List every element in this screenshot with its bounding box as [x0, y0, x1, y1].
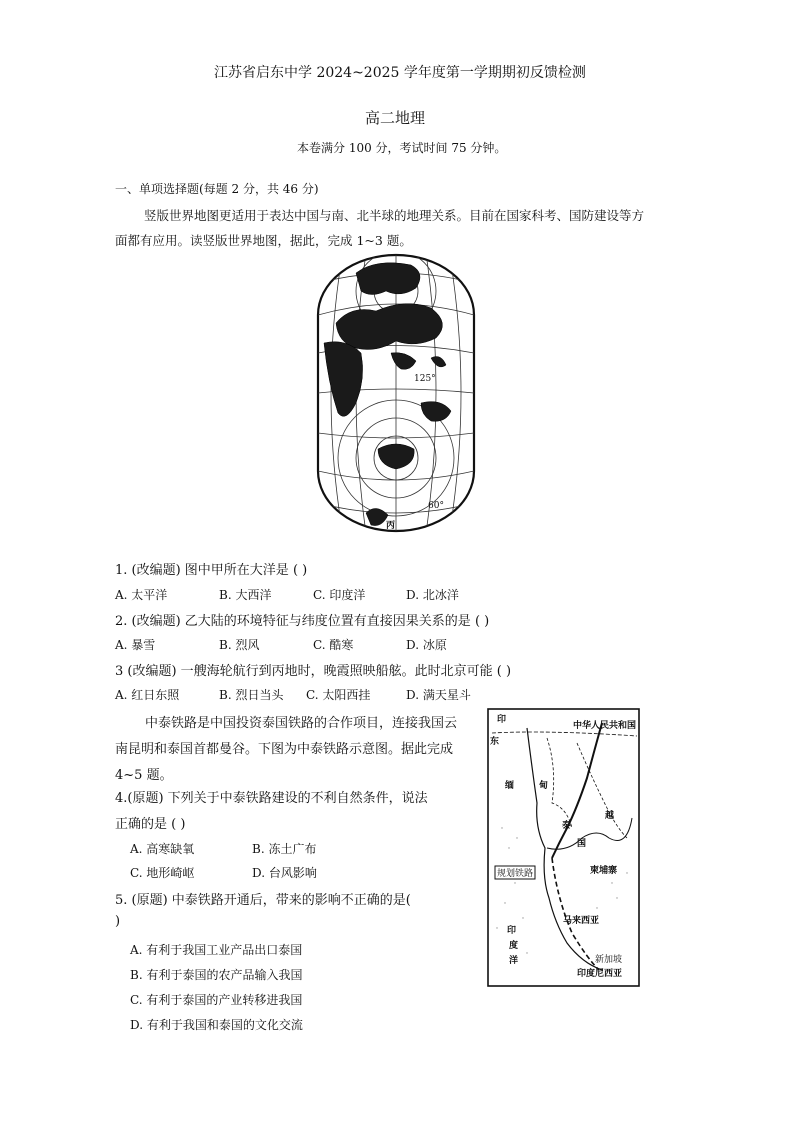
question-2-option-b[interactable]: B. 烈风: [219, 638, 260, 652]
question-3-stem: 3 (改编题) 一艘海轮航行到丙地时，晚霞照映船舷。此时北京可能 ( ): [115, 664, 512, 679]
intro-line-1: 竖版世界地图更适用于表达中国与南、北半球的地理关系。目前在国家科考、国防建设等方: [144, 208, 645, 223]
svg-text:甸: 甸: [539, 781, 549, 791]
question-2-stem: 2. (改编题) 乙大陆的环境特征与纬度位置有直接因果关系的是 ( ): [115, 614, 490, 629]
svg-text:规划铁路: 规划铁路: [497, 869, 534, 879]
question-4-option-b[interactable]: B. 冻土广布: [252, 842, 317, 856]
question-5-option-a[interactable]: A. 有利于我国工业产品出口泰国: [130, 943, 303, 957]
question-3-option-b[interactable]: B. 烈日当头: [219, 688, 284, 702]
question-2-option-d[interactable]: D. 冰原: [406, 638, 447, 652]
svg-text:印度尼西亚: 印度尼西亚: [577, 969, 623, 979]
svg-text:度: 度: [509, 941, 519, 951]
question-3-option-a[interactable]: A. 红日东照: [115, 688, 180, 702]
question-4-option-d[interactable]: D. 台风影响: [252, 866, 317, 880]
question-2-option-a[interactable]: A. 暴雪: [115, 638, 156, 652]
svg-text:马来西亚: 马来西亚: [563, 916, 600, 926]
section-heading: 一、单项选择题(每题 2 分，共 46 分): [115, 182, 319, 196]
question-1-option-c[interactable]: C. 印度洋: [313, 588, 366, 602]
svg-text:缅: 缅: [505, 781, 515, 791]
passage2-line-1: 中泰铁路是中国投资泰国铁路的合作项目，连接我国云: [145, 716, 458, 731]
svg-text:60°: 60°: [428, 501, 444, 511]
question-1-option-d[interactable]: D. 北冰洋: [406, 588, 459, 602]
svg-text:125°: 125°: [414, 374, 436, 384]
subject-title: 高二地理: [365, 109, 426, 127]
question-5-option-b[interactable]: B. 有利于泰国的农产品输入我国: [130, 968, 303, 982]
passage2-line-3: 4~5 题。: [115, 768, 173, 783]
exam-title: 江苏省启东中学 2024~2025 学年度第一学期期初反馈检测: [214, 65, 586, 81]
passage2-line-2: 南昆明和泰国首都曼谷。下图为中泰铁路示意图。据此完成: [115, 742, 454, 757]
question-2-option-c[interactable]: C. 酷寒: [313, 638, 354, 652]
svg-text:中华人民共和国: 中华人民共和国: [573, 721, 637, 731]
question-1-option-b[interactable]: B. 大西洋: [219, 588, 272, 602]
svg-text:印: 印: [507, 926, 517, 936]
svg-text:柬埔寨: 柬埔寨: [590, 866, 618, 876]
question-5-stem-1: 5. (原题) 中泰铁路开通后，带来的影响不正确的是(: [115, 893, 411, 908]
question-5-stem-2: ): [115, 914, 121, 929]
svg-text:泰: 泰: [562, 821, 572, 831]
svg-text:新加坡: 新加坡: [595, 955, 623, 965]
question-5-option-d[interactable]: D. 有利于我国和泰国的文化交流: [130, 1018, 303, 1032]
vertical-world-map: [316, 253, 476, 533]
question-4-option-a[interactable]: A. 高寒缺氧: [130, 842, 195, 856]
question-3-option-c[interactable]: C. 太阳西挂: [306, 688, 371, 702]
svg-text:国: 国: [577, 839, 587, 849]
question-1-stem: 1. (改编题) 图中甲所在大洋是 ( ): [115, 563, 308, 578]
svg-text:印: 印: [497, 715, 507, 725]
question-3-option-d[interactable]: D. 满天星斗: [406, 688, 471, 702]
svg-text:越: 越: [605, 811, 615, 821]
question-4-stem-1: 4.(原题) 下列关于中泰铁路建设的不利自然条件，说法: [115, 791, 428, 806]
svg-text:东: 东: [490, 737, 500, 747]
intro-line-2: 面都有应用。读竖版世界地图，据此，完成 1~3 题。: [115, 233, 412, 248]
question-1-option-a[interactable]: A. 太平洋: [115, 588, 168, 602]
svg-text:丙: 丙: [386, 521, 396, 531]
question-5-option-c[interactable]: C. 有利于泰国的产业转移进我国: [130, 993, 303, 1007]
question-4-stem-2: 正确的是 ( ): [115, 817, 186, 832]
svg-text:洋: 洋: [509, 956, 519, 966]
question-4-option-c[interactable]: C. 地形崎岖: [130, 866, 195, 880]
exam-info: 本卷满分 100 分，考试时间 75 分钟。: [297, 141, 507, 155]
china-thailand-railway-map: [487, 708, 640, 987]
